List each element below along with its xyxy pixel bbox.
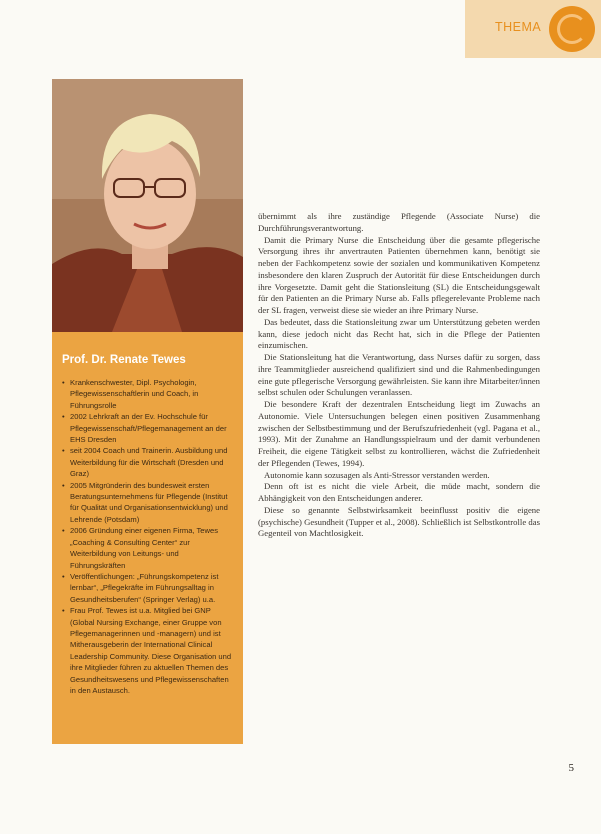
list-item: • 2005 Mitgründerin des bundesweit ersten Beratungsunternehmens für Pflegende (Institut für Qualität und Organisationsentwicklung) und Lehrende (Potsdam) — [62, 480, 233, 526]
body-paragraph: Die Stationsleitung hat die Verantwortung, dass Nurses dafür zu sorgen, dass ihre Teammitglieder ausreichend qualifiziert sind und die Rahmenbedingungen eine gute pflegerische Versorgung gewährleisten. Sie kann ihre Mitarbeiter/innen selbst schulen oder Schulungen veranlassen. — [258, 352, 540, 398]
author-bio-box — [52, 332, 243, 744]
article-body — [258, 211, 540, 540]
body-paragraph: Damit die Primary Nurse die Entscheidung über die gesamte pflegerische Versorgung ihres ihr anvertrauten Patienten übernehmen kann, benötigt sie neben der Fachkompetenz sowie der sozialen und kommunikativen Kompetenz insbesondere den klaren Zuspruch der Autorität für diese Entscheidungen durch ihre Vorgesetzte. Damit geht die Stationsleitung (SL) die Entscheidungsgewalt für den Patienten an die Primary Nurse ab. Falls pflegerelevante Probleme nach der SL fragen, verweist diese sie wieder an ihre Primary Nurse. — [258, 234, 540, 315]
page-number: 5 — [568, 762, 574, 774]
section-header-tab — [465, 0, 601, 58]
list-item: • 2002 Lehrkraft an der Ev. Hochschule für Pflegewissenschaft/Pflegemanagement an der EHS Dresden — [62, 411, 233, 445]
body-paragraph: Denn oft ist es nicht die viele Arbeit, die müde macht, sondern die Abhängigkeit von den Entscheidungen anderer. — [258, 481, 540, 503]
section-label: THEMA — [495, 20, 542, 34]
swirl-logo-icon — [549, 6, 595, 52]
author-portrait — [52, 79, 243, 332]
body-paragraph: Das bedeutet, dass die Stationsleitung zwar um Unterstützung gebeten werden kann, diese jedoch nicht das Recht hat, sich in die Pflege der Patienten einzumischen. — [258, 316, 540, 351]
list-item: • Frau Prof. Tewes ist u.a. Mitglied bei GNP (Global Nursing Exchange, einer Gruppe von Pflegemanagerinnen und -managern) und ist Mitherausgeberin der International Clinical Leadership Community. Diese Organisation und ihre Mitglieder führen zu aktuellen Themen des Gesundheitswesens und Pflegewissenschaften in den Austausch. — [62, 605, 233, 696]
body-paragraph: übernimmt als ihre zuständige Pflegende (Associate Nurse) die Durchführungsverantwortung. — [258, 211, 540, 233]
body-paragraph: Autonomie kann sozusagen als Anti-Stressor verstanden werden. — [264, 469, 490, 480]
body-paragraph: Die besondere Kraft der dezentralen Entscheidung liegt im Zuwachs an Autonomie. Viele Untersuchungen belegen einen positiven Zusammenhang zwischen der Selbstbestimmung und der Berufszufriedenheit (vgl. Pagana et al., 1993). Mit der Zunahme an Handlungsspielraum und der damit verbundenen Freiheit, die eigene Tätigkeit selbst zu kontrollieren, wächst die Zufriedenheit der Pflegenden (Tewes, 1994). — [258, 399, 540, 468]
author-name: Prof. Dr. Renate Tewes — [62, 354, 186, 366]
list-item: • seit 2004 Coach und Trainerin. Ausbildung und Weiterbildung für die Wirtschaft (Dresden und Graz) — [62, 445, 233, 479]
body-paragraph: Diese so genannte Selbstwirksamkeit beeinflusst positiv die eigene (psychische) Gesundheit (Tupper et al., 2008). Schließlich ist Selbstkontrolle das Gegenteil von Machtlosigkeit. — [258, 504, 540, 539]
list-item: • Veröffentlichungen: „Führungskompetenz ist lernbar“, „Pflegekräfte im Führungsalltag in Gesundheitsberufen“ (Springer Verlag) u.a. — [62, 571, 233, 605]
bio-list — [62, 377, 233, 696]
list-item: • 2006 Gründung einer eigenen Firma, Tewes „Coaching & Consulting Center“ zur Weiterbildung von Leitungs- und Führungskräften — [62, 525, 233, 571]
list-item: • Krankenschwester, Dipl. Psychologin, Pflegewissenschaftlerin und Coach, in Führungsrolle — [62, 377, 233, 411]
